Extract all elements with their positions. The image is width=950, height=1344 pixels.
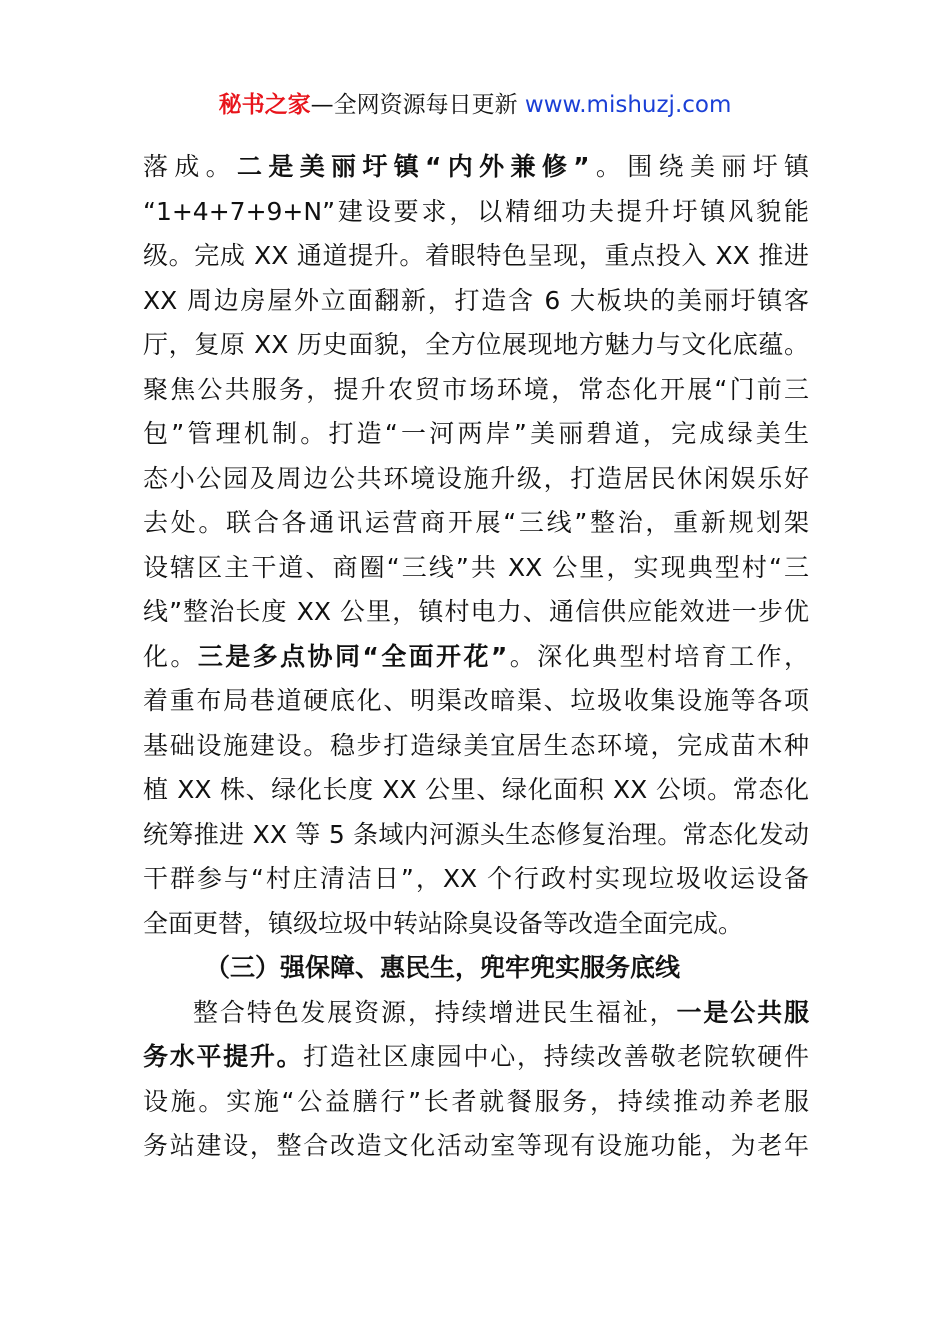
- header-tagline: —全网资源每日更新: [310, 92, 525, 118]
- document-body: [143, 145, 809, 1169]
- text-line: 干群参与“村庄清洁日”，XX 个行政村实现垃圾收运设备: [143, 864, 809, 893]
- text-line: 化。三是多点协同“全面开花”。深化典型村培育工作，: [143, 641, 809, 671]
- site-url-link[interactable]: www.mishuzj.com: [524, 92, 732, 118]
- text-line: 设施。实施“公益膳行”长者就餐服务，持续推动养老服: [143, 1086, 809, 1116]
- text-line: 务水平提升。打造社区康园中心，持续改善敬老院软硬件: [143, 1042, 809, 1071]
- text-line: 统筹推进 XX 等 5 条域内河源头生态修复治理。常态化发动: [143, 819, 809, 849]
- text-line: 包”管理机制。打造“一河两岸”美丽碧道，完成绿美生: [143, 419, 809, 448]
- text-line: 落成。二是美丽圩镇“内外兼修”。围绕美丽圩镇: [143, 152, 809, 181]
- text-line: 线”整治长度 XX 公里，镇村电力、通信供应能效进一步优: [143, 597, 809, 626]
- text-line: 去处。联合各通讯运营商开展“三线”整治，重新规划架: [143, 508, 809, 537]
- text-line: 整合特色发展资源，持续增进民生福祉，一是公共服: [193, 997, 809, 1027]
- text-line: 植 XX 株、绿化长度 XX 公里、绿化面积 XX 公顷。常态化: [143, 775, 809, 804]
- text-line: 聚焦公共服务，提升农贸市场环境，常态化开展“门前三: [143, 374, 809, 404]
- text-line: 设辖区主干道、商圈“三线”共 XX 公里，实现典型村“三: [143, 552, 809, 582]
- text-line: 全面更替，镇级垃圾中转站除臭设备等改造全面完成。: [143, 908, 744, 938]
- text-line: “1+4+7+9+N”建设要求，以精细功夫提升圩镇风貌能: [143, 196, 809, 226]
- section-heading: （三）强保障、惠民生，兜牢兜实服务底线: [205, 953, 681, 982]
- brand-name: 秘书之家: [218, 92, 311, 118]
- site-header: [0, 88, 950, 122]
- text-line: 务站建设，整合改造文化活动室等现有设施功能，为老年: [143, 1131, 809, 1160]
- text-line: 着重布局巷道硬底化、明渠改暗渠、垃圾收集设施等各项: [143, 686, 809, 715]
- text-line: 级。完成 XX 通道提升。着眼特色呈现，重点投入 XX 推进: [143, 241, 809, 270]
- text-line: 态小公园及周边公共环境设施升级，打造居民休闲娱乐好: [143, 463, 809, 493]
- text-line: XX 周边房屋外立面翻新，打造含 6 大板块的美丽圩镇客: [143, 285, 809, 315]
- text-line: 基础设施建设。稳步打造绿美宜居生态环境，完成苗木种: [143, 730, 809, 760]
- text-line: 厅，复原 XX 历史面貌，全方位展现地方魅力与文化底蕴。: [143, 330, 809, 359]
